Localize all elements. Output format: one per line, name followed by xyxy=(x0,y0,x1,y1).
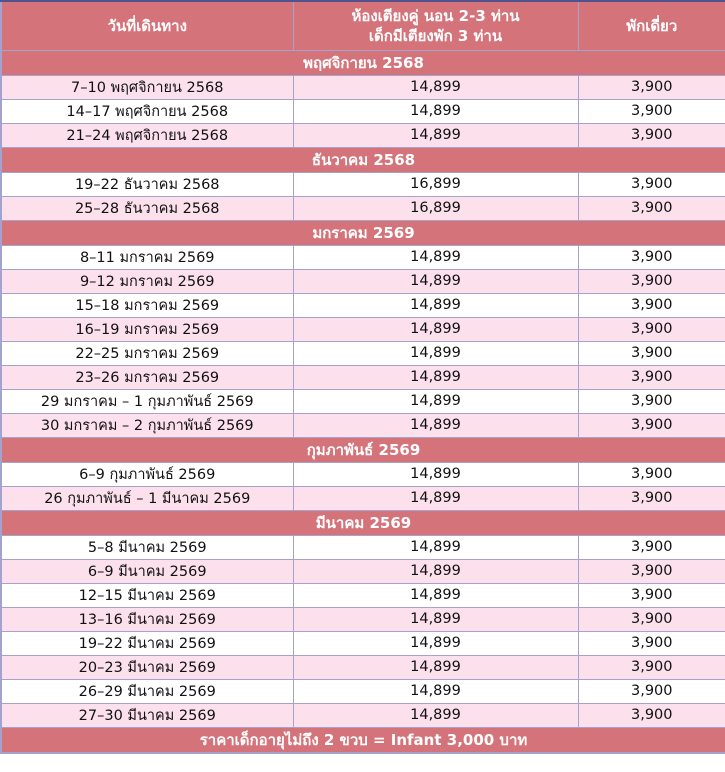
date-cell: 16–19 มกราคม 2569 xyxy=(1,317,293,341)
table-body xyxy=(1,50,725,727)
price-row xyxy=(1,99,725,123)
single-supplement-cell: 3,900 xyxy=(578,341,725,365)
room-price-cell: 14,899 xyxy=(293,317,578,341)
price-row xyxy=(1,389,725,413)
header-cell-single-supplement xyxy=(578,1,725,50)
header-cell-room-price xyxy=(293,1,578,50)
date-cell: 25–28 ธันวาคม 2568 xyxy=(1,196,293,220)
room-price-cell: 14,899 xyxy=(293,486,578,510)
price-row xyxy=(1,535,725,559)
room-price-cell: 14,899 xyxy=(293,559,578,583)
date-cell: 12–15 มีนาคม 2569 xyxy=(1,583,293,607)
room-price-cell: 14,899 xyxy=(293,269,578,293)
month-section-row xyxy=(1,437,725,462)
room-price-cell: 14,899 xyxy=(293,245,578,269)
date-cell: 5–8 มีนาคม 2569 xyxy=(1,535,293,559)
price-row xyxy=(1,365,725,389)
month-section-title: กุมภาพันธ์ 2569 xyxy=(1,437,725,462)
date-cell: 14–17 พฤศจิกายน 2568 xyxy=(1,99,293,123)
month-section-title: มีนาคม 2569 xyxy=(1,510,725,535)
single-supplement-cell: 3,900 xyxy=(578,172,725,196)
single-supplement-cell: 3,900 xyxy=(578,462,725,486)
room-price-cell: 14,899 xyxy=(293,655,578,679)
price-row xyxy=(1,172,725,196)
price-row xyxy=(1,583,725,607)
single-supplement-label: พักเดี่ยว xyxy=(626,16,678,35)
single-supplement-cell: 3,900 xyxy=(578,269,725,293)
room-price-cell: 14,899 xyxy=(293,607,578,631)
single-supplement-cell: 3,900 xyxy=(578,655,725,679)
single-supplement-cell: 3,900 xyxy=(578,293,725,317)
month-section-title: มกราคม 2569 xyxy=(1,220,725,245)
room-price-cell: 14,899 xyxy=(293,75,578,99)
room-price-cell: 14,899 xyxy=(293,341,578,365)
room-price-cell: 14,899 xyxy=(293,583,578,607)
date-cell: 9–12 มกราคม 2569 xyxy=(1,269,293,293)
room-price-cell: 14,899 xyxy=(293,293,578,317)
price-row xyxy=(1,559,725,583)
room-price-cell: 14,899 xyxy=(293,631,578,655)
month-section-row xyxy=(1,510,725,535)
month-section-title: พฤศจิกายน 2568 xyxy=(1,50,725,75)
single-supplement-cell: 3,900 xyxy=(578,123,725,147)
room-price-cell: 14,899 xyxy=(293,413,578,437)
room-price-cell: 14,899 xyxy=(293,365,578,389)
month-section-row xyxy=(1,220,725,245)
date-cell: 8–11 มกราคม 2569 xyxy=(1,245,293,269)
date-cell: 20–23 มีนาคม 2569 xyxy=(1,655,293,679)
single-supplement-cell: 3,900 xyxy=(578,365,725,389)
table-header xyxy=(1,1,725,50)
single-supplement-cell: 3,900 xyxy=(578,703,725,727)
single-supplement-cell: 3,900 xyxy=(578,607,725,631)
price-row xyxy=(1,75,725,99)
date-cell: 15–18 มกราคม 2569 xyxy=(1,293,293,317)
date-cell: 21–24 พฤศจิกายน 2568 xyxy=(1,123,293,147)
price-row xyxy=(1,293,725,317)
month-section-row xyxy=(1,147,725,172)
single-supplement-cell: 3,900 xyxy=(578,389,725,413)
single-supplement-cell: 3,900 xyxy=(578,99,725,123)
infant-price-note: ราคาเด็กอายุไม่ถึง 2 ขวบ = Infant 3,000 บาท xyxy=(1,727,725,753)
room-price-cell: 14,899 xyxy=(293,123,578,147)
travel-date-label: วันที่เดินทาง xyxy=(107,16,187,35)
date-cell: 19–22 มีนาคม 2569 xyxy=(1,631,293,655)
price-row xyxy=(1,703,725,727)
price-row xyxy=(1,462,725,486)
room-price-cell: 16,899 xyxy=(293,172,578,196)
price-row xyxy=(1,607,725,631)
date-cell: 6–9 มีนาคม 2569 xyxy=(1,559,293,583)
room-price-cell: 16,899 xyxy=(293,196,578,220)
single-supplement-cell: 3,900 xyxy=(578,679,725,703)
price-row xyxy=(1,123,725,147)
footer-row xyxy=(1,727,725,753)
room-price-cell: 14,899 xyxy=(293,99,578,123)
room-price-cell: 14,899 xyxy=(293,535,578,559)
price-row xyxy=(1,679,725,703)
price-row xyxy=(1,245,725,269)
price-row xyxy=(1,269,725,293)
price-row xyxy=(1,413,725,437)
room-price-cell: 14,899 xyxy=(293,462,578,486)
price-row xyxy=(1,655,725,679)
date-cell: 30 มกราคม – 2 กุมภาพันธ์ 2569 xyxy=(1,413,293,437)
room-price-cell: 14,899 xyxy=(293,679,578,703)
date-cell: 26 กุมภาพันธ์ – 1 มีนาคม 2569 xyxy=(1,486,293,510)
single-supplement-cell: 3,900 xyxy=(578,413,725,437)
date-cell: 22–25 มกราคม 2569 xyxy=(1,341,293,365)
single-supplement-cell: 3,900 xyxy=(578,196,725,220)
room-price-cell: 14,899 xyxy=(293,703,578,727)
month-section-row xyxy=(1,50,725,75)
single-supplement-cell: 3,900 xyxy=(578,631,725,655)
date-cell: 26–29 มีนาคม 2569 xyxy=(1,679,293,703)
single-supplement-cell: 3,900 xyxy=(578,559,725,583)
room-price-cell: 14,899 xyxy=(293,389,578,413)
price-row xyxy=(1,341,725,365)
single-supplement-cell: 3,900 xyxy=(578,486,725,510)
single-supplement-cell: 3,900 xyxy=(578,583,725,607)
price-row xyxy=(1,486,725,510)
date-cell: 19–22 ธันวาคม 2568 xyxy=(1,172,293,196)
price-row xyxy=(1,196,725,220)
date-cell: 27–30 มีนาคม 2569 xyxy=(1,703,293,727)
price-row xyxy=(1,317,725,341)
date-cell: 13–16 มีนาคม 2569 xyxy=(1,607,293,631)
price-row xyxy=(1,631,725,655)
room-price-label-line2: เด็กมีเตียงพัก 3 ท่าน xyxy=(368,26,503,45)
month-section-title: ธันวาคม 2568 xyxy=(1,147,725,172)
date-cell: 23–26 มกราคม 2569 xyxy=(1,365,293,389)
single-supplement-cell: 3,900 xyxy=(578,245,725,269)
table-footer xyxy=(1,727,725,753)
date-cell: 29 มกราคม – 1 กุมภาพันธ์ 2569 xyxy=(1,389,293,413)
single-supplement-cell: 3,900 xyxy=(578,75,725,99)
single-supplement-cell: 3,900 xyxy=(578,317,725,341)
date-cell: 7–10 พฤศจิกายน 2568 xyxy=(1,75,293,99)
date-cell: 6–9 กุมภาพันธ์ 2569 xyxy=(1,462,293,486)
header-row xyxy=(1,1,725,50)
single-supplement-cell: 3,900 xyxy=(578,535,725,559)
room-price-label-line1: ห้องเตียงคู่ นอน 2-3 ท่าน xyxy=(351,6,520,25)
header-cell-travel-date xyxy=(1,1,293,50)
